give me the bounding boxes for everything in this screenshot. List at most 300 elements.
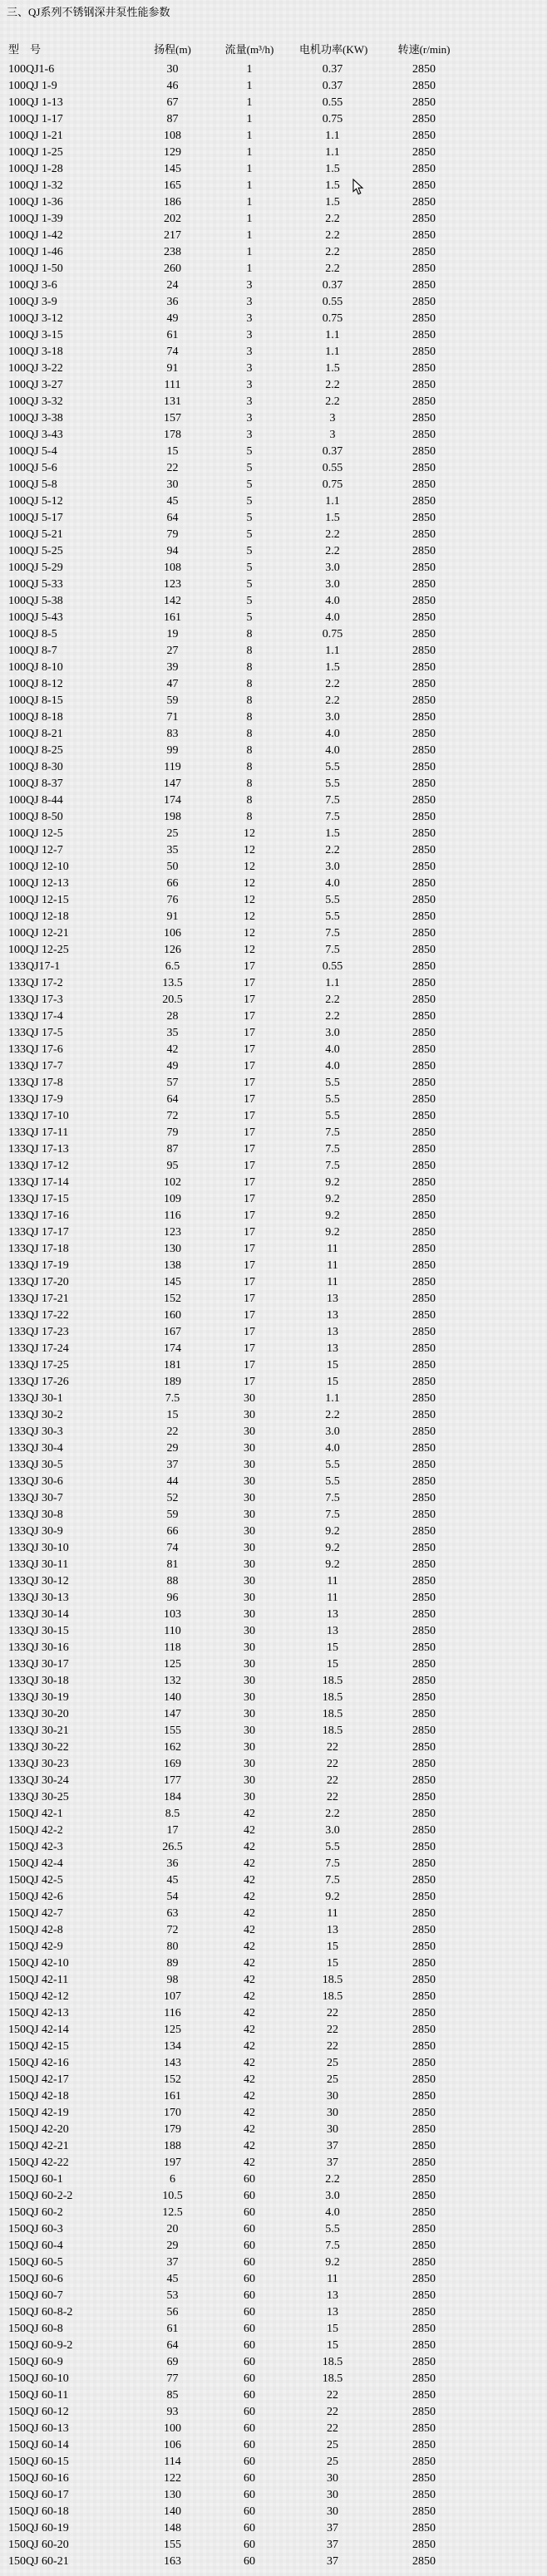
table-cell: 150QJ 42-14 — [8, 2024, 69, 2036]
table-cell: 150QJ 60-21 — [8, 2555, 69, 2568]
table-cell: 5 — [246, 578, 253, 591]
table-cell: 100QJ 1-13 — [8, 96, 63, 109]
table-row — [0, 327, 482, 344]
table-cell: 22 — [327, 1774, 338, 1787]
table-cell: 150QJ 42-3 — [8, 1841, 63, 1853]
column-header: 电机功率(KW) — [299, 43, 368, 56]
table-cell: 133QJ 17-18 — [8, 1243, 69, 1255]
table-row — [0, 1889, 482, 1906]
table-cell: 2850 — [412, 429, 436, 441]
table-cell: 44 — [166, 1475, 179, 1488]
table-cell: 133QJ 30-22 — [8, 1741, 69, 1754]
table-cell: 2850 — [412, 1359, 436, 1371]
table-row — [0, 1922, 482, 1939]
table-row — [0, 1839, 482, 1856]
table-cell: 2850 — [412, 2273, 436, 2285]
table-cell: 4.0 — [325, 611, 340, 624]
table-cell: 42 — [244, 2107, 255, 2119]
table-cell: 17 — [244, 1293, 255, 1305]
table-cell: 95 — [166, 1160, 179, 1172]
table-cell: 150QJ 42-21 — [8, 2140, 69, 2152]
table-cell: 3 — [246, 296, 253, 308]
table-cell: 1.5 — [325, 362, 340, 375]
table-cell: 132 — [164, 1675, 181, 1687]
table-cell: 133QJ 17-20 — [8, 1276, 69, 1288]
table-cell: 2850 — [412, 2024, 436, 2036]
table-cell: 42 — [244, 1907, 255, 1920]
table-cell: 2850 — [412, 2439, 436, 2451]
table-row — [0, 2387, 482, 2404]
table-cell: 30 — [327, 2107, 338, 2119]
table-row — [0, 95, 482, 111]
table-cell: 217 — [164, 229, 181, 242]
table-cell: 2850 — [412, 711, 436, 724]
table-cell: 2850 — [412, 1143, 436, 1156]
table-cell: 60 — [244, 2173, 255, 2186]
table-cell: 133QJ 30-15 — [8, 1625, 69, 1637]
table-row — [0, 2338, 482, 2354]
table-cell: 116 — [164, 1209, 181, 1222]
table-cell: 3 — [246, 395, 253, 408]
table-cell: 5 — [246, 562, 253, 574]
table-cell: 108 — [164, 130, 181, 142]
table-row — [0, 1440, 482, 1457]
table-cell: 130 — [164, 1243, 181, 1255]
table-cell: 5.5 — [325, 1841, 340, 1853]
table-cell: 145 — [164, 1276, 181, 1288]
table-cell: 178 — [164, 429, 181, 441]
table-cell: 150QJ 60-16 — [8, 2472, 69, 2485]
table-cell: 42 — [166, 1043, 179, 1056]
table-cell: 71 — [166, 711, 179, 724]
table-row — [0, 145, 482, 161]
table-cell: 2850 — [412, 163, 436, 175]
table-cell: 2850 — [412, 2190, 436, 2202]
table-cell: 2850 — [412, 246, 436, 258]
table-cell: 2850 — [412, 2156, 436, 2169]
table-cell: 100QJ 8-15 — [8, 694, 63, 707]
table-cell: 89 — [166, 1957, 179, 1970]
table-cell: 3 — [246, 279, 253, 292]
table-cell: 2850 — [412, 1741, 436, 1754]
table-cell: 0.75 — [322, 113, 343, 125]
table-cell: 12 — [244, 944, 255, 956]
table-cell: 30 — [244, 1392, 255, 1405]
table-cell: 8 — [246, 728, 253, 740]
table-cell: 25 — [327, 2439, 338, 2451]
table-cell: 22 — [166, 462, 179, 474]
table-cell: 28 — [166, 1010, 179, 1023]
table-row — [0, 959, 482, 975]
table-row — [0, 261, 482, 277]
table-cell: 133QJ 17-15 — [8, 1193, 69, 1205]
table-cell: 2850 — [412, 2472, 436, 2485]
table-cell: 0.75 — [322, 312, 343, 325]
table-cell: 12.5 — [162, 2206, 183, 2219]
table-cell: 2850 — [412, 728, 436, 740]
table-cell: 133QJ 30-11 — [8, 1558, 69, 1571]
table-cell: 1 — [246, 63, 253, 76]
table-row — [0, 2288, 482, 2304]
table-cell: 2850 — [412, 362, 436, 375]
table-cell: 1 — [246, 229, 253, 242]
table-cell: 100QJ 8-10 — [8, 661, 63, 674]
table-cell: 15 — [327, 1941, 338, 1953]
table-row — [0, 477, 482, 493]
table-cell: 2850 — [412, 346, 436, 358]
table-cell: 61 — [166, 2323, 179, 2335]
table-row — [0, 826, 482, 842]
table-cell: 167 — [164, 1326, 181, 1338]
table-cell: 133QJ 30-18 — [8, 1675, 69, 1687]
table-cell: 12 — [244, 877, 255, 890]
table-cell: 2850 — [412, 2173, 436, 2186]
table-row — [0, 2188, 482, 2205]
table-cell: 2850 — [412, 1376, 436, 1388]
table-cell: 2850 — [412, 1176, 436, 1189]
table-cell: 2850 — [412, 1558, 436, 1571]
table-cell: 30 — [244, 1608, 255, 1621]
table-cell: 9.2 — [325, 1558, 340, 1571]
table-cell: 1 — [246, 246, 253, 258]
table-cell: 2.2 — [325, 379, 340, 391]
table-cell: 2850 — [412, 2339, 436, 2352]
table-cell: 133QJ 30-2 — [8, 1409, 63, 1421]
table-cell: 12 — [244, 861, 255, 873]
table-cell: 2850 — [412, 861, 436, 873]
table-cell: 81 — [166, 1558, 179, 1571]
table-cell: 189 — [164, 1376, 181, 1388]
table-cell: 12 — [244, 910, 255, 923]
table-cell: 1.1 — [325, 1392, 340, 1405]
table-cell: 161 — [164, 2090, 181, 2103]
table-cell: 30 — [244, 1542, 255, 1554]
table-row — [0, 1690, 482, 1706]
table-cell: 2850 — [412, 2057, 436, 2069]
table-cell: 100QJ 5-38 — [8, 595, 63, 607]
table-row — [0, 2122, 482, 2138]
table-cell: 2850 — [412, 2456, 436, 2468]
table-row — [0, 626, 482, 643]
table-cell: 2850 — [412, 1093, 436, 1106]
table-cell: 2850 — [412, 312, 436, 325]
table-cell: 100QJ 12-10 — [8, 861, 69, 873]
table-cell: 22 — [327, 2040, 338, 2053]
table-row — [0, 2437, 482, 2454]
table-cell: 100QJ 8-50 — [8, 811, 63, 823]
table-row — [0, 1324, 482, 1341]
table-cell: 1.1 — [325, 495, 340, 508]
table-cell: 2.2 — [325, 994, 340, 1006]
table-cell: 0.37 — [322, 80, 343, 92]
table-cell: 12 — [244, 827, 255, 840]
table-cell: 22 — [327, 2422, 338, 2435]
table-cell: 30 — [327, 2472, 338, 2485]
table-cell: 60 — [244, 2389, 255, 2402]
table-cell: 37 — [327, 2522, 338, 2534]
table-cell: 60 — [244, 2206, 255, 2219]
table-row — [0, 1241, 482, 1258]
table-cell: 2850 — [412, 1077, 436, 1089]
table-cell: 2850 — [412, 844, 436, 856]
table-cell: 42 — [244, 1957, 255, 1970]
table-cell: 42 — [244, 2156, 255, 2169]
table-cell: 49 — [166, 312, 179, 325]
table-cell: 1.1 — [325, 146, 340, 159]
table-cell: 133QJ 17-24 — [8, 1342, 69, 1355]
table-row — [0, 1507, 482, 1524]
table-cell: 123 — [164, 578, 181, 591]
table-row — [0, 577, 482, 593]
table-cell: 163 — [164, 2555, 181, 2568]
table-row — [0, 1258, 482, 1274]
table-row — [0, 1823, 482, 1839]
table-cell: 3 — [246, 429, 253, 441]
table-cell: 3.0 — [325, 578, 340, 591]
table-cell: 42 — [244, 1841, 255, 1853]
table-cell: 179 — [164, 2123, 181, 2136]
table-cell: 60 — [244, 2439, 255, 2451]
table-cell: 8 — [246, 645, 253, 657]
table-cell: 2850 — [412, 2539, 436, 2551]
table-row — [0, 1706, 482, 1723]
table-cell: 10.5 — [162, 2190, 183, 2202]
table-cell: 30 — [244, 1675, 255, 1687]
table-cell: 30 — [327, 2123, 338, 2136]
table-cell: 142 — [164, 595, 181, 607]
table-cell: 15 — [166, 1409, 179, 1421]
table-cell: 8 — [246, 761, 253, 773]
table-cell: 5.5 — [325, 761, 340, 773]
table-cell: 9.2 — [325, 1193, 340, 1205]
table-cell: 11 — [327, 1907, 338, 1920]
table-cell: 2850 — [412, 2389, 436, 2402]
table-row — [0, 543, 482, 560]
table-row — [0, 992, 482, 1008]
table-cell: 17 — [244, 1110, 255, 1122]
table-cell: 1 — [246, 96, 253, 109]
table-cell: 150QJ 42-1 — [8, 1808, 63, 1820]
table-cell: 100QJ 1-9 — [8, 80, 57, 92]
table-cell: 150QJ 42-20 — [8, 2123, 69, 2136]
table-cell: 133QJ 17-8 — [8, 1077, 63, 1089]
table-row — [0, 244, 482, 261]
table-cell: 17 — [244, 1010, 255, 1023]
table-cell: 4.0 — [325, 1442, 340, 1455]
table-cell: 60 — [244, 2505, 255, 2518]
table-cell: 2.2 — [325, 395, 340, 408]
table-cell: 42 — [244, 2040, 255, 2053]
table-cell: 162 — [164, 1741, 181, 1754]
table-row — [0, 194, 482, 211]
table-cell: 2850 — [412, 2505, 436, 2518]
table-cell: 133QJ 30-4 — [8, 1442, 63, 1455]
table-cell: 85 — [166, 2389, 179, 2402]
table-cell: 133QJ 30-23 — [8, 1758, 69, 1770]
table-cell: 2850 — [412, 2372, 436, 2385]
table-cell: 100QJ 8-21 — [8, 728, 63, 740]
table-cell: 100QJ 5-43 — [8, 611, 63, 624]
table-cell: 17 — [244, 1176, 255, 1189]
table-cell: 52 — [166, 1492, 179, 1504]
table-cell: 60 — [244, 2489, 255, 2501]
table-cell: 18.5 — [322, 1675, 343, 1687]
table-cell: 11 — [327, 1575, 338, 1587]
table-cell: 133QJ 30-25 — [8, 1791, 69, 1803]
table-row — [0, 2454, 482, 2471]
table-row — [0, 1308, 482, 1324]
table-cell: 2.2 — [325, 844, 340, 856]
table-row — [0, 211, 482, 228]
table-cell: 130 — [164, 2489, 181, 2501]
table-cell: 1 — [246, 113, 253, 125]
table-cell: 138 — [164, 1259, 181, 1272]
table-cell: 98 — [166, 1974, 179, 1986]
table-cell: 2850 — [412, 1259, 436, 1272]
table-cell: 2.2 — [325, 545, 340, 557]
table-row — [0, 1723, 482, 1739]
table-cell: 260 — [164, 263, 181, 275]
table-cell: 30 — [244, 1409, 255, 1421]
table-cell: 133QJ 17-5 — [8, 1027, 63, 1039]
table-cell: 5 — [246, 462, 253, 474]
table-cell: 133QJ 30-24 — [8, 1774, 69, 1787]
table-row — [0, 344, 482, 361]
table-cell: 1 — [246, 146, 253, 159]
table-cell: 2850 — [412, 1126, 436, 1139]
table-cell: 133QJ 17-7 — [8, 1060, 63, 1072]
table-cell: 42 — [244, 1808, 255, 1820]
table-row — [0, 2039, 482, 2055]
table-row — [0, 311, 482, 327]
table-cell: 60 — [244, 2356, 255, 2368]
table-cell: 17 — [244, 1077, 255, 1089]
table-cell: 150QJ 60-15 — [8, 2456, 69, 2468]
table-cell: 7.5 — [325, 927, 340, 940]
table-row — [0, 1158, 482, 1175]
table-cell: 133QJ 17-4 — [8, 1010, 63, 1023]
table-cell: 60 — [244, 2273, 255, 2285]
table-cell: 125 — [164, 2024, 181, 2036]
table-cell: 133QJ17-1 — [8, 960, 61, 973]
table-cell: 7.5 — [325, 794, 340, 807]
table-cell: 4.0 — [325, 1060, 340, 1072]
table-cell: 7.5 — [325, 1143, 340, 1156]
table-cell: 3.0 — [325, 1425, 340, 1438]
table-row — [0, 1856, 482, 1872]
table-cell: 3 — [246, 412, 253, 424]
table-cell: 2850 — [412, 2522, 436, 2534]
table-cell: 2850 — [412, 179, 436, 192]
table-cell: 13 — [327, 1309, 338, 1322]
table-cell: 13 — [327, 1608, 338, 1621]
table-cell: 69 — [166, 2356, 179, 2368]
table-cell: 133QJ 17-3 — [8, 994, 63, 1006]
table-cell: 150QJ 60-4 — [8, 2240, 63, 2252]
table-cell: 72 — [166, 1924, 179, 1936]
table-cell: 100QJ 12-21 — [8, 927, 69, 940]
table-cell: 1.5 — [325, 196, 340, 209]
table-cell: 2850 — [412, 1725, 436, 1737]
table-cell: 60 — [244, 2289, 255, 2302]
table-cell: 49 — [166, 1060, 179, 1072]
table-cell: 186 — [164, 196, 181, 209]
table-cell: 2850 — [412, 910, 436, 923]
table-cell: 37 — [327, 2555, 338, 2568]
table-cell: 100QJ 5-33 — [8, 578, 63, 591]
table-cell: 2850 — [412, 1060, 436, 1072]
table-cell: 7.5 — [325, 1509, 340, 1521]
table-cell: 2850 — [412, 761, 436, 773]
table-cell: 8 — [246, 678, 253, 690]
table-cell: 150QJ 60-7 — [8, 2289, 63, 2302]
table-cell: 22 — [327, 1741, 338, 1754]
table-cell: 2.2 — [325, 213, 340, 225]
table-row — [0, 2537, 482, 2554]
table-row — [0, 1092, 482, 1108]
table-cell: 9.2 — [325, 1525, 340, 1538]
table-row — [0, 1357, 482, 1374]
table-cell: 133QJ 30-8 — [8, 1509, 63, 1521]
table-row — [0, 1191, 482, 1208]
table-cell: 2850 — [412, 80, 436, 92]
table-cell: 100QJ 1-39 — [8, 213, 63, 225]
table-cell: 108 — [164, 562, 181, 574]
table-cell: 30 — [244, 1758, 255, 1770]
table-cell: 72 — [166, 1110, 179, 1122]
table-cell: 30 — [244, 1575, 255, 1587]
table-cell: 42 — [244, 2140, 255, 2152]
table-cell: 2850 — [412, 263, 436, 275]
table-cell: 7.5 — [165, 1392, 180, 1405]
table-cell: 100QJ 3-6 — [8, 279, 57, 292]
table-cell: 5 — [246, 445, 253, 458]
table-cell: 2850 — [412, 1409, 436, 1421]
table-cell: 3.0 — [325, 1824, 340, 1837]
table-cell: 150QJ 42-13 — [8, 2007, 69, 2019]
table-cell: 18.5 — [322, 1725, 343, 1737]
table-cell: 2.2 — [325, 528, 340, 541]
table-cell: 100QJ 3-12 — [8, 312, 63, 325]
table-cell: 110 — [164, 1625, 181, 1637]
table-cell: 150QJ 42-8 — [8, 1924, 63, 1936]
table-cell: 150QJ 60-8-2 — [8, 2306, 73, 2318]
table-cell: 2850 — [412, 1509, 436, 1521]
table-cell: 59 — [166, 1509, 179, 1521]
table-cell: 2850 — [412, 2240, 436, 2252]
table-cell: 147 — [164, 778, 181, 790]
table-cell: 133QJ 17-10 — [8, 1110, 69, 1122]
table-cell: 147 — [164, 1708, 181, 1720]
table-cell: 2850 — [412, 1293, 436, 1305]
table-cell: 2850 — [412, 1608, 436, 1621]
table-cell: 11 — [327, 1243, 338, 1255]
table-cell: 150QJ 42-4 — [8, 1857, 63, 1870]
table-cell: 181 — [164, 1359, 181, 1371]
table-cell: 150QJ 60-10 — [8, 2372, 69, 2385]
table-cell: 60 — [244, 2256, 255, 2269]
table-cell: 53 — [166, 2289, 179, 2302]
table-cell: 13.5 — [162, 977, 183, 989]
table-cell: 2850 — [412, 778, 436, 790]
table-cell: 4.0 — [325, 595, 340, 607]
table-cell: 2850 — [412, 2223, 436, 2235]
table-cell: 150QJ 60-11 — [8, 2389, 69, 2402]
table-row — [0, 1424, 482, 1440]
table-row — [0, 2088, 482, 2105]
table-cell: 1.5 — [325, 163, 340, 175]
table-cell: 100QJ 1-25 — [8, 146, 63, 159]
